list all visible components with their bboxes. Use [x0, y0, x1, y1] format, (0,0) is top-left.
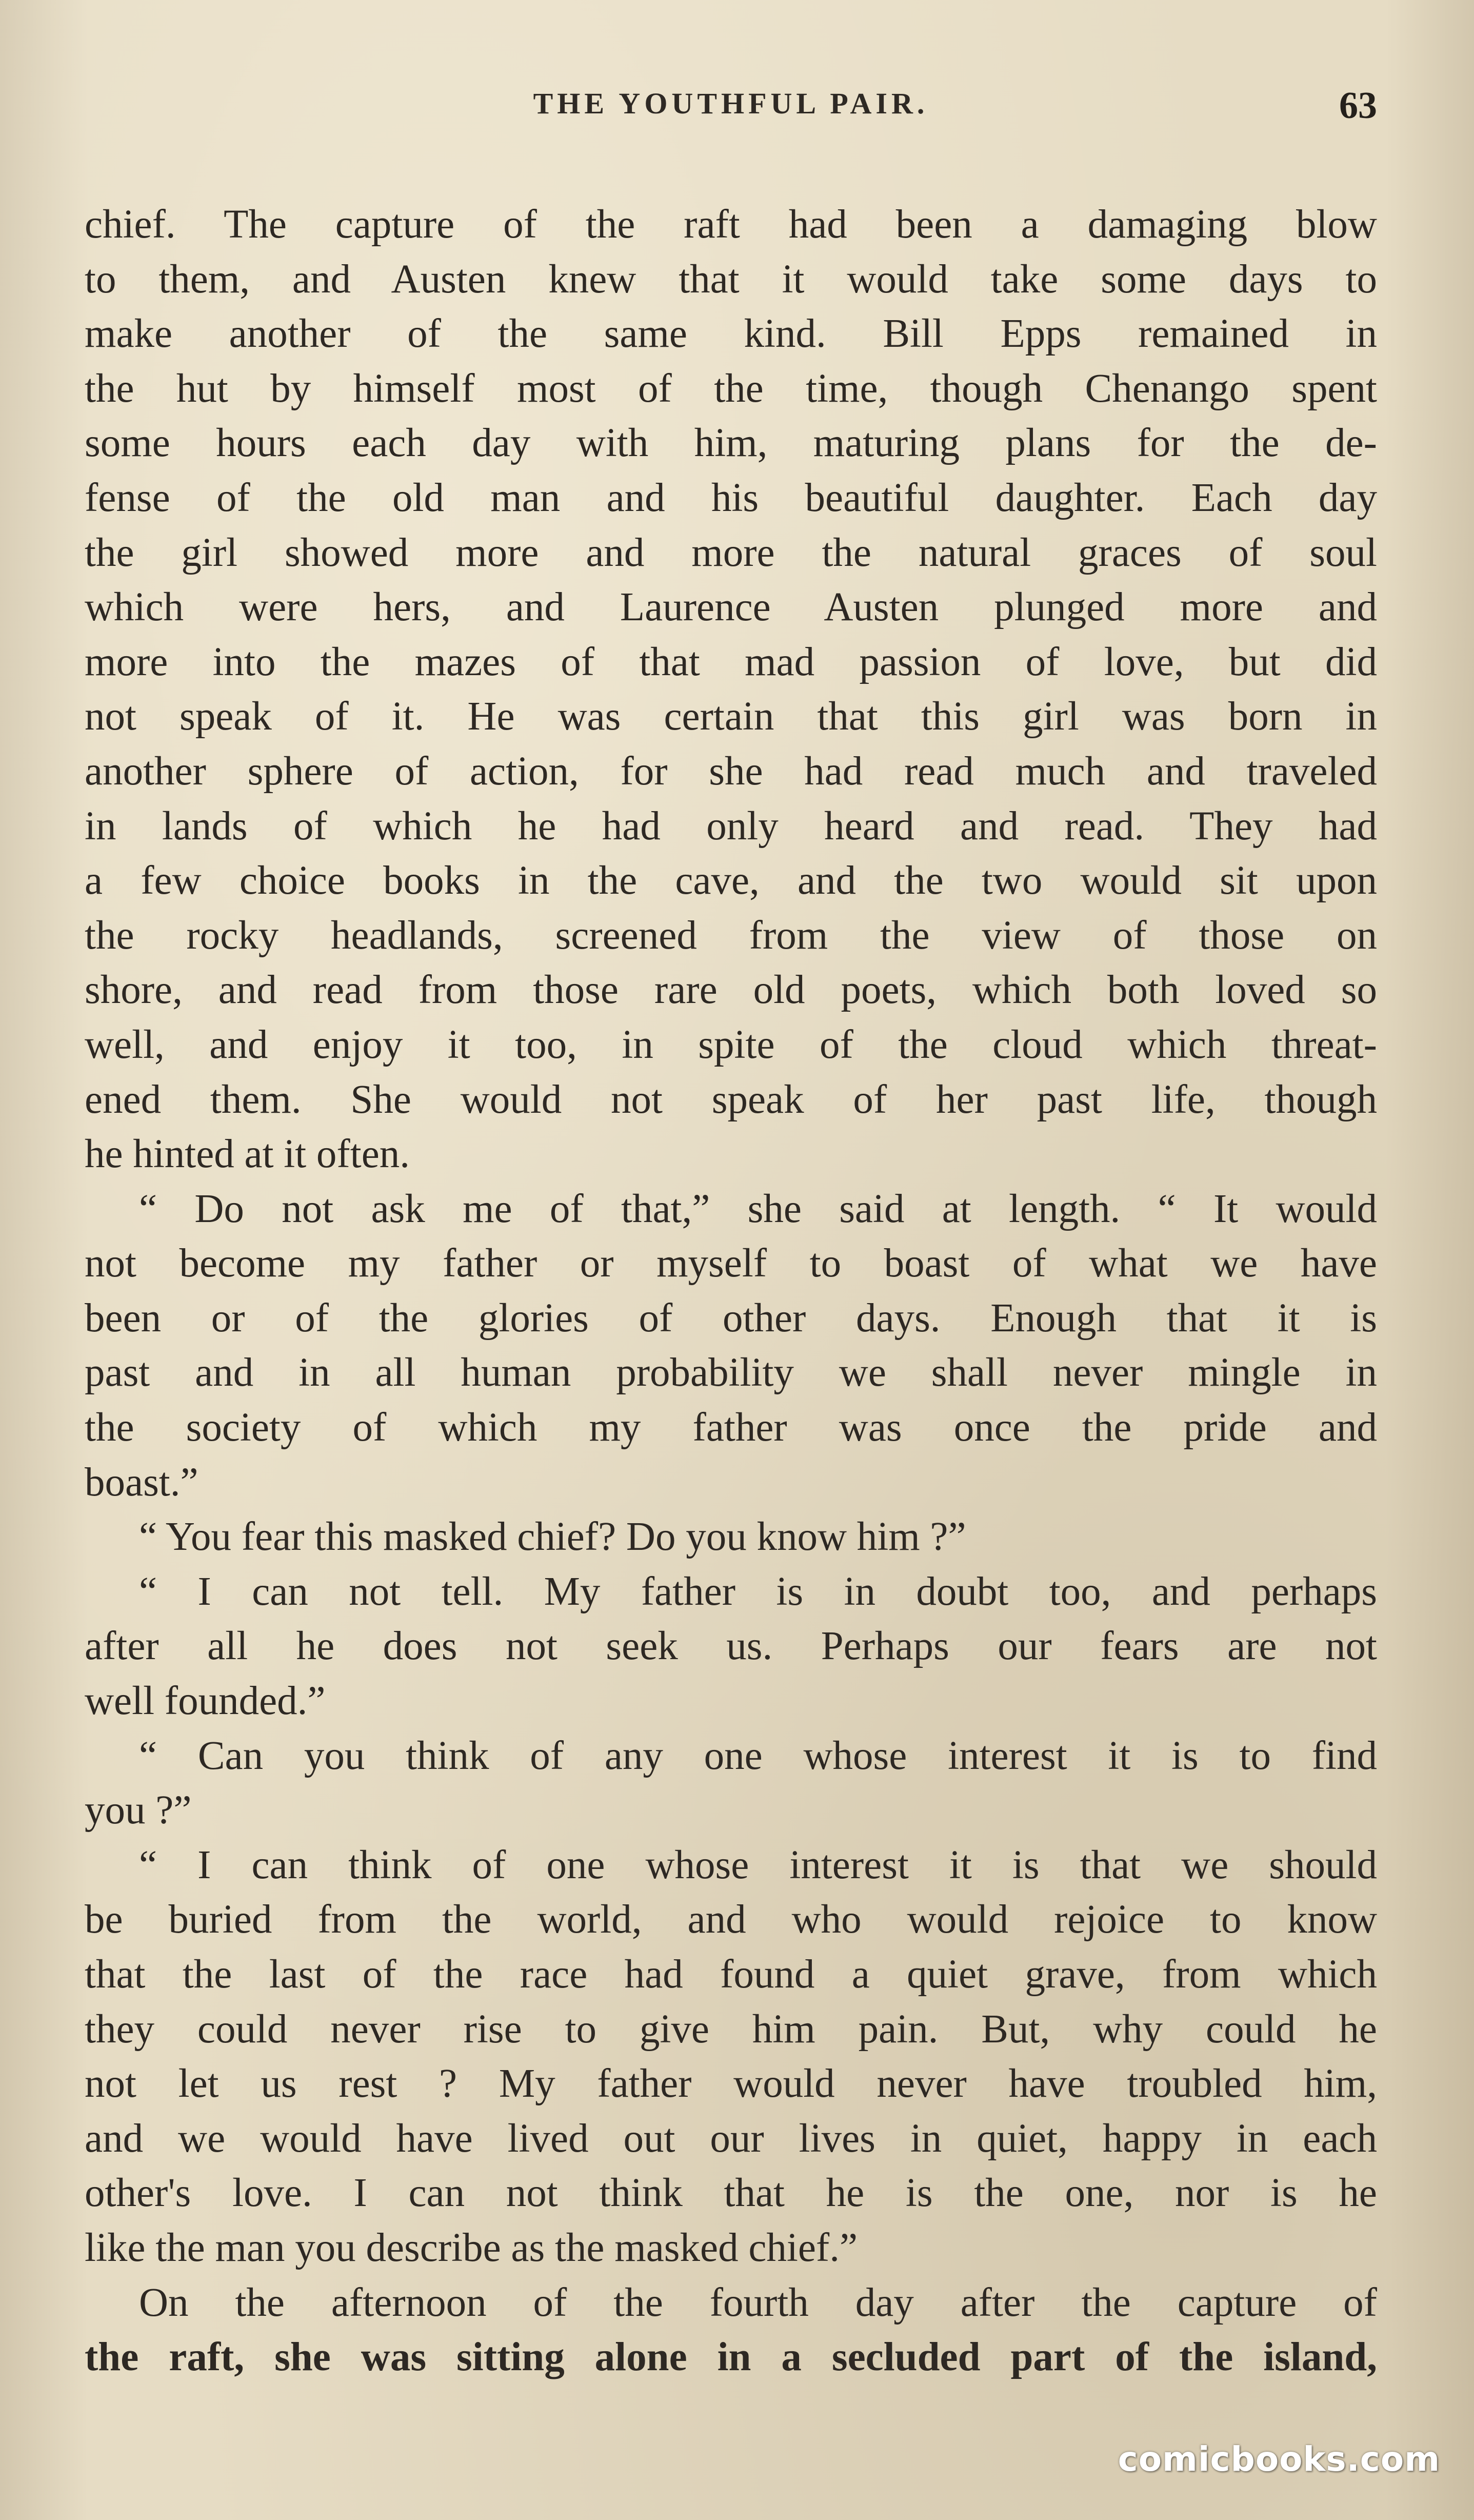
- text-line: another sphere of action, for she had read much and traveled: [85, 749, 1377, 794]
- text-line: ened them. She would not speak of her past life, though: [85, 1077, 1377, 1122]
- text-line: “ You fear this masked chief? Do you know him ?”: [139, 1514, 966, 1560]
- text-line: some hours each day with him, maturing plans for the de-: [85, 421, 1377, 466]
- text-line: well, and enjoy it too, in spite of the cloud which threat-: [85, 1022, 1377, 1067]
- text-line: in lands of which he had only heard and read. They had: [85, 803, 1377, 849]
- text-line: not become my father or myself to boast of what we have: [85, 1241, 1377, 1286]
- text-line: “ I can not tell. My father is in doubt too, and perhaps: [139, 1569, 1377, 1614]
- text-line: boast.”: [85, 1460, 198, 1505]
- page-header: [85, 86, 1377, 137]
- text-line: a few choice books in the cave, and the two would sit upon: [85, 858, 1377, 903]
- text-line: be buried from the world, and who would rejoice to know: [85, 1897, 1377, 1942]
- text-line: the rocky headlands, screened from the view of those on: [85, 913, 1377, 958]
- text-line: the society of which my father was once the pride and: [85, 1405, 1377, 1450]
- text-line: “ Do not ask me of that,” she said at length. “ It would: [139, 1186, 1377, 1231]
- text-line: to them, and Austen knew that it would take some days to: [85, 257, 1377, 302]
- text-line: past and in all human probability we shall never mingle in: [85, 1350, 1377, 1395]
- text-line: the hut by himself most of the time, though Chenango spent: [85, 366, 1377, 411]
- text-line: “ I can think of one whose interest it is that we should: [139, 1842, 1377, 1887]
- text-line: and we would have lived out our lives in quiet, happy in each: [85, 2116, 1377, 2161]
- body-text: [85, 198, 1377, 2385]
- text-line: not let us rest ? My father would never have troubled him,: [85, 2061, 1377, 2106]
- text-line: the girl showed more and more the natural graces of soul: [85, 530, 1377, 575]
- text-line: “ Can you think of any one whose interest it is to find: [139, 1733, 1377, 1778]
- text-line: been or of the glories of other days. Enough that it is: [85, 1295, 1377, 1341]
- text-line: more into the mazes of that mad passion of love, but did: [85, 639, 1377, 684]
- page-number: 63: [1339, 85, 1377, 127]
- text-line: not speak of it. He was certain that this girl was born in: [85, 694, 1377, 739]
- text-line: after all he does not seek us. Perhaps our fears are not: [85, 1624, 1377, 1669]
- text-line: chief. The capture of the raft had been a damaging blow: [85, 202, 1377, 247]
- text-line: On the afternoon of the fourth day after the capture of: [139, 2280, 1377, 2325]
- text-line: which were hers, and Laurence Austen plunged more and: [85, 585, 1377, 630]
- text-line: they could never rise to give him pain. But, why could he: [85, 2006, 1377, 2052]
- text-line: shore, and read from those rare old poets, which both loved so: [85, 968, 1377, 1013]
- watermark: comicbooks.com: [1118, 2439, 1440, 2479]
- running-title: THE YOUTHFUL PAIR.: [533, 87, 929, 120]
- text-line: that the last of the race had found a quiet grave, from which: [85, 1952, 1377, 1997]
- text-line: fense of the old man and his beautiful daughter. Each day: [85, 475, 1377, 520]
- text-line: you ?”: [85, 1788, 192, 1833]
- text-line: well founded.”: [85, 1679, 326, 1724]
- text-line: like the man you describe as the masked chief.”: [85, 2225, 858, 2270]
- text-line: make another of the same kind. Bill Epps remained in: [85, 311, 1377, 357]
- text-line: the raft, she was sitting alone in a secluded part of the island,: [85, 2335, 1377, 2380]
- text-line: he hinted at it often.: [85, 1132, 410, 1177]
- text-line: other's love. I can not think that he is the one, nor is he: [85, 2171, 1377, 2216]
